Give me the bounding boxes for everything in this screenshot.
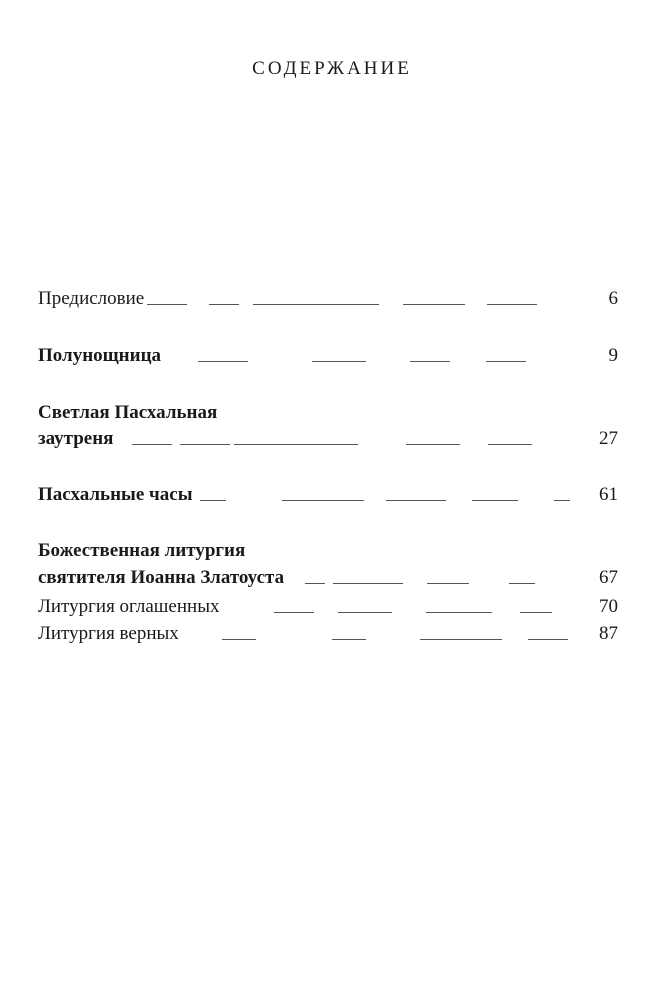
toc-entry-midnight-office[interactable] [38,341,618,367]
toc-entry-label: заутреня [38,428,114,449]
toc-entry-heading-line: Божественная литургия [38,540,246,561]
dot-leader [182,623,596,645]
toc-entry-label: Литургия оглашенных [38,596,220,617]
toc-entry-label: Пасхальные часы [38,484,193,505]
dot-leader [287,567,596,589]
toc-page-number: 87 [599,623,618,644]
toc-entry-paschal-hours[interactable] [38,480,618,506]
page-title: СОДЕРЖАНИЕ [252,58,412,79]
toc-entry-label: святителя Иоанна Златоуста [38,567,285,588]
toc-entry-label: Полунощница [38,345,162,366]
toc-entry-label: Предисловие [38,288,145,309]
toc-entry-liturgy-faithful[interactable] [38,619,618,645]
toc-entry-heading-line: Светлая Пасхальная [38,402,218,423]
toc-entry-divine-liturgy[interactable] [38,563,618,589]
dot-leader [147,288,601,310]
toc-page-number: 9 [608,345,618,366]
toc-entry-liturgy-catechumens[interactable] [38,592,618,618]
toc-page-number: 27 [599,428,618,449]
toc-page-number: 61 [599,484,618,505]
toc-entry-preface[interactable] [38,284,618,310]
toc-page-number: 6 [608,288,618,309]
toc-entry-label: Литургия верных [38,623,179,644]
dot-leader [222,596,596,618]
toc-entry-paschal-matins[interactable] [38,424,618,450]
toc-page-number: 70 [599,596,618,617]
toc-page-number: 67 [599,567,618,588]
dot-leader [196,484,596,506]
dot-leader [116,428,596,450]
dot-leader [164,345,601,367]
